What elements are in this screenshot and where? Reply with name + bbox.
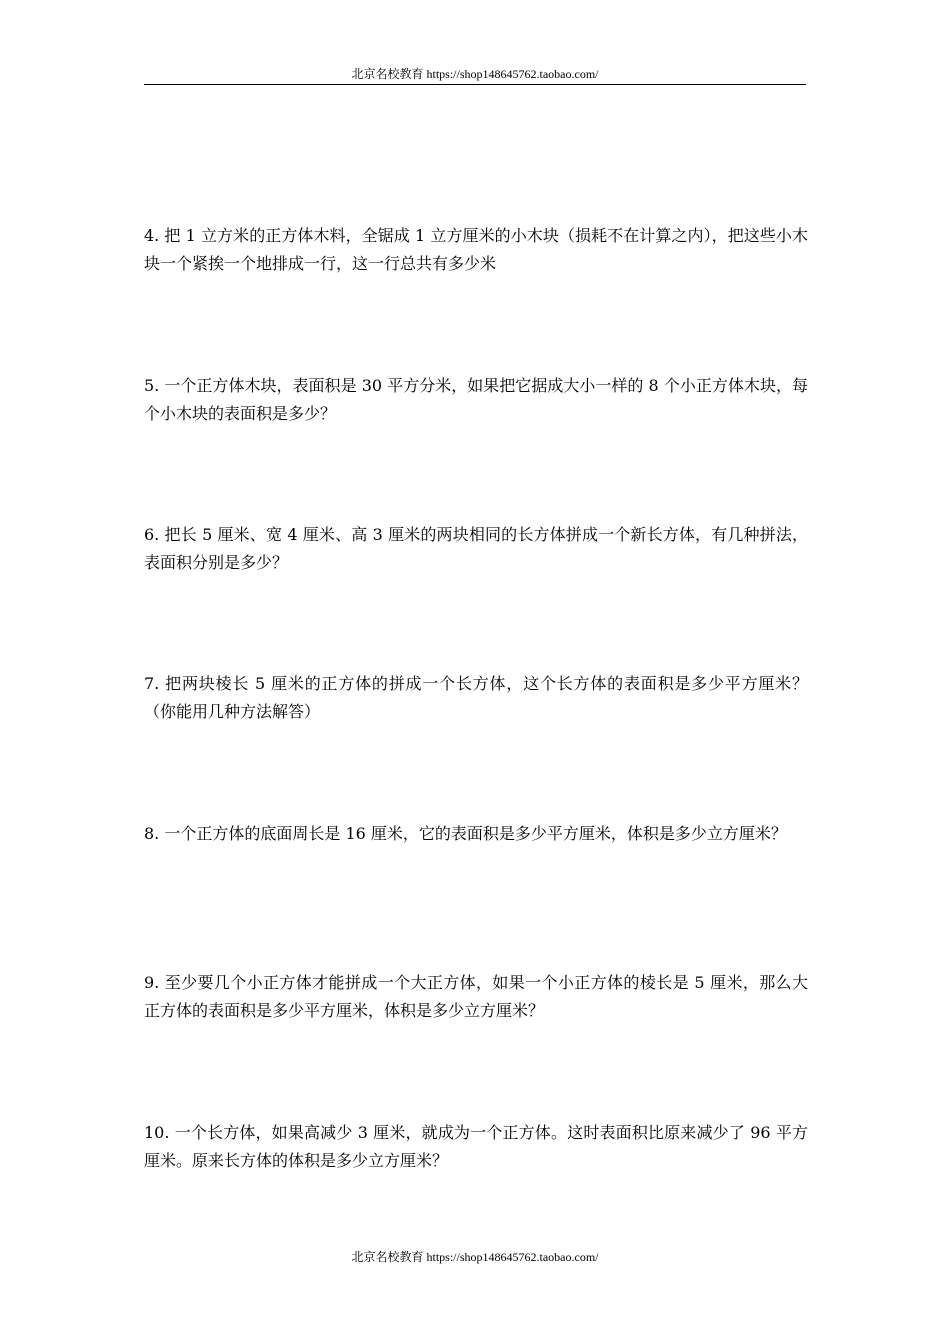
- question-10: 10. 一个长方体，如果高减少 3 厘米，就成为一个正方体。这时表面积比原来减少了 96 平方厘米。原来长方体的体积是多少立方厘米？: [144, 1123, 808, 1170]
- question-7: 7. 把两块棱长 5 厘米的正方体的拼成一个长方体，这个长方体的表面积是多少平方厘米？（你能用几种方法解答）: [144, 674, 808, 721]
- question-5: 5. 一个正方体木块，表面积是 30 平方分米，如果把它据成大小一样的 8 个小正方体木块，每个小木块的表面积是多少？: [144, 376, 808, 423]
- header-rule: [144, 84, 806, 85]
- question-8: 8. 一个正方体的底面周长是 16 厘米，它的表面积是多少平方厘米，体积是多少立方厘米？: [144, 824, 787, 843]
- question-4: 4. 把 1 立方米的正方体木料，全锯成 1 立方厘米的小木块（损耗不在计算之内），把这些小木块一个紧挨一个地排成一行，这一行总共有多少米: [144, 226, 808, 273]
- question-6: 6. 把长 5 厘米、宽 4 厘米、高 3 厘米的两块相同的长方体拼成一个新长方体，有几种拼法，表面积分别是多少？: [144, 525, 808, 572]
- page-footer: 北京名校教育 https://shop148645762.taobao.com/: [351, 1250, 599, 1264]
- page-header: 北京名校教育 https://shop148645762.taobao.com/: [351, 67, 599, 81]
- question-9: 9. 至少要几个小正方体才能拼成一个大正方体，如果一个小正方体的棱长是 5 厘米，那么大正方体的表面积是多少平方厘米，体积是多少立方厘米？: [144, 973, 808, 1020]
